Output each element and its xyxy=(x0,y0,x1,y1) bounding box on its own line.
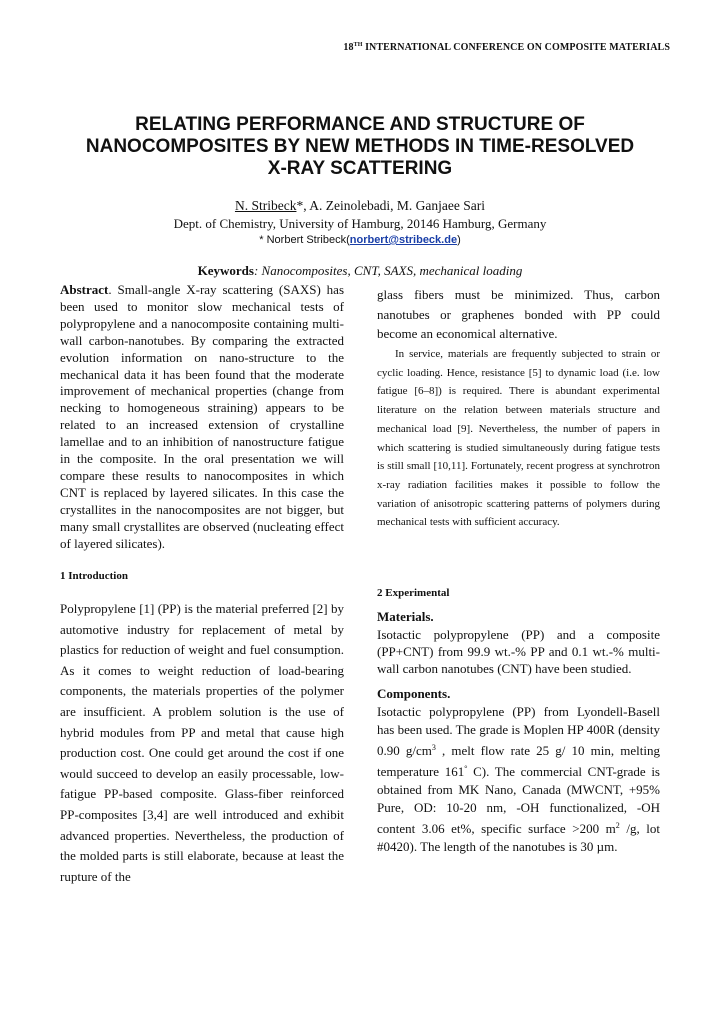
corresponding-author: * Norbert Stribeck(norbert@stribeck.de) xyxy=(259,234,461,246)
components-label: Components. xyxy=(377,686,451,701)
title-line-1: RELATING PERFORMANCE AND STRUCTURE OF xyxy=(135,114,585,135)
corresponding-star: * xyxy=(296,198,304,213)
abstract-label: Abstract xyxy=(60,282,109,297)
experimental-heading: 2 Experimental xyxy=(377,587,450,599)
components-text: Isotactic polypropylene (PP) from Lyondell-Basell has been used. The grade is Moplen HP 400R (density 0.90 $g/cm^3$ , melt flow rate 25 g/ 10 min, melting temperature 161° C). The commercial CNT-grade is obtained from MK Nano, Canada (MWCNT, +95% Pure, OD: 10-20 nm, -OH functionalized, -OH content 3.06 et%, specific surface >200 $m^2$ /g, lot #0420). The length of the nanotubes is 30 µm. xyxy=(377,704,660,854)
paper-title xyxy=(60,114,660,180)
abstract-text: . Small-angle X-ray scattering (SAXS) has been used to monitor slow mechanical tests of polypropylene and a nanocomposite containing multi-wall carbon-nanotubes. By comparing the extracted evolution information on nano-structure to the mechanical data it has been found that the moderate improvement of mechanical properties (change from necking to homogeneous straining) appears to be related to an increased extension of crystalline lamellae and to an inhibition of nanostructure fatigue in the composite. In the oral presentation we will compare these results to nanocomposites in which CNT is replaced by layered silicates. In this case the crystallites in the nanocomposites are not bigger, but many small crystallites are observed (nucleating effect of layered silicates). xyxy=(60,282,344,551)
title-line-3: X-RAY SCATTERING xyxy=(267,158,453,179)
running-header: 18TH INTERNATIONAL CONFERENCE ON COMPOSITE MATERIALS xyxy=(343,42,670,53)
keywords xyxy=(60,263,660,279)
intro-heading: 1 Introduction xyxy=(60,570,128,582)
materials-label: Materials. xyxy=(377,609,434,624)
materials-text: Isotactic polypropylene (PP) and a composite (PP+CNT) from 99.9 wt.-% PP and 0.1 wt.-% multi-wall carbon nanotubes (CNT) have been studied. xyxy=(377,627,660,676)
abstract xyxy=(60,282,344,553)
service-paragraph: In service, materials are frequently subjected to strain or cyclic loading. Hence, resistance [5] to dynamic load (i.e. low fatigue [6–8]) is required. There is abundant experimental literature on the relation between materials structure and mechanical load [9]. Nevertheless, the number of papers in which scattering is studied simultaneously during fatigue tests is still small [10,11]. Fortunately, recent progress at synchrotron x-ray radiation facilities makes it possible to follow the variation of anisotropic scattering patterns of polymers during mechanical tests with sufficient accuracy. xyxy=(377,348,660,529)
affiliation: Dept. of Chemistry, University of Hamburg, 20146 Hamburg, Germany xyxy=(173,216,547,231)
title-line-2: NANOCOMPOSITES BY NEW METHODS IN TIME-RESOLVED xyxy=(85,136,635,157)
first-author: N. Stribeck xyxy=(234,198,297,213)
other-authors: , A. Zeinolebadi, M. Ganjaee Sari xyxy=(303,198,486,213)
intro-continued-text: glass fibers must be minimized. Thus, carbon nanotubes or graphenes bonded with PP could become an economical alternative. xyxy=(377,287,660,341)
email-link[interactable]: norbert@stribeck.de xyxy=(349,234,458,246)
keywords-text: : Nanocomposites, CNT, SAXS, mechanical loading xyxy=(253,263,523,278)
intro-text: Polypropylene [1] (PP) is the material preferred [2] by automotive industry for replacement of metal by plastics for reduction of weight and fuel consumption. As it comes to weight reduction of load-bearing components, the materials properties of the polymer are insufficient. A problem solution is the use of hybrid modules from PP and metal that cause high production cost. One could get around the cost if one would succeed to develop an easily processable, low-fatigue PP-based composite. Glass-fiber reinforced PP-composites [3,4] are well introduced and exhibit advanced properties. Nevertheless, the production of the molded parts is still elaborate, because at least the rupture of the xyxy=(60,601,344,884)
author-list xyxy=(60,198,660,214)
keywords-label: Keywords xyxy=(197,263,254,278)
